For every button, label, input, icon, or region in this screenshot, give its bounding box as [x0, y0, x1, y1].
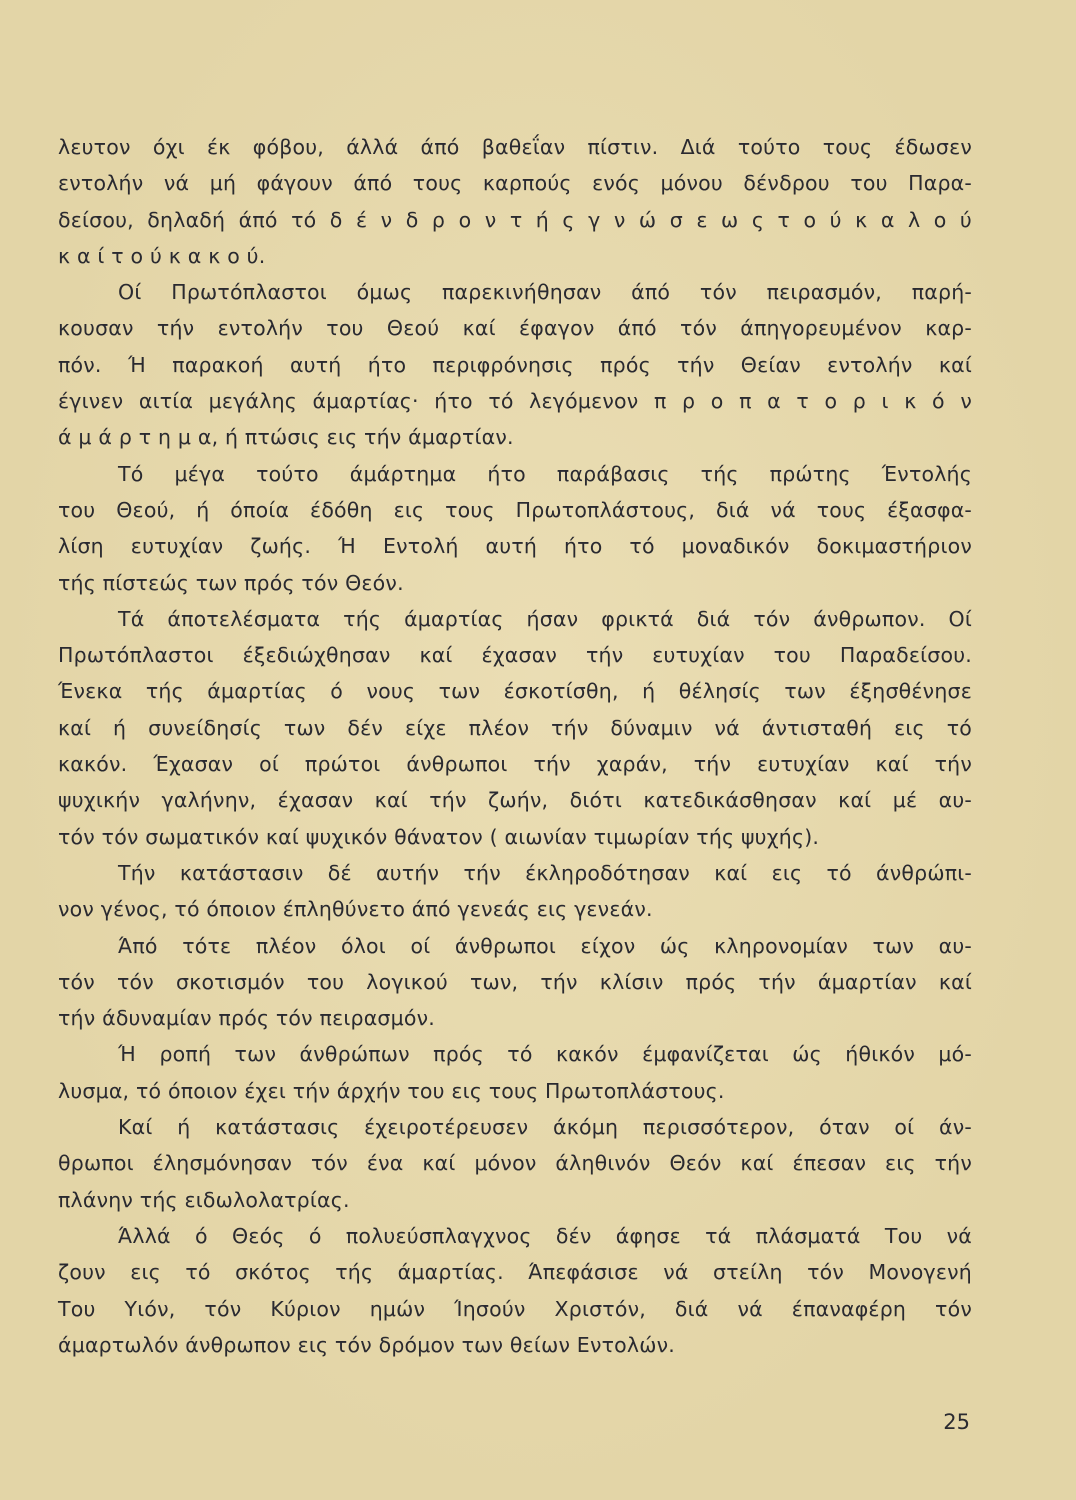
text-line: καί ή συνείδησίς των δέν είχε πλέον τήν δύναμιν νά άντισταθή εις τό	[58, 715, 972, 740]
text-line: ψυχικήν γαλήνην, έχασαν καί τήν ζωήν, διότι κατεδικάσθησαν καί μέ αυ-	[58, 788, 972, 813]
text-line: του Θεού, ή όποία έδόθη εις τους Πρωτοπλάστους, διά νά τους έξασφα-	[58, 497, 972, 522]
text-line: θρωποι έλησμόνησαν τόν ένα καί μόνον άληθινόν Θεόν καί έπεσαν εις τήν	[58, 1151, 972, 1176]
text-line: Άπό τότε πλέον όλοι οί άνθρωποι είχον ώς κληρονομίαν των αυ-	[118, 933, 972, 958]
paragraph-8	[58, 1109, 972, 1218]
text-line: έγινεν αιτία μεγάλης άμαρτίας· ήτο τό λεγόμενον π ρ ο π α τ ο ρ ι κ ό ν	[58, 389, 972, 414]
text-line: λίση ευτυχίαν ζωής. Ή Εντολή αυτή ήτο τό μοναδικόν δοκιμαστήριον	[58, 534, 972, 559]
paragraph-2	[58, 274, 972, 455]
text-line: Ένεκα τής άμαρτίας ό νους των έσκοτίσθη, ή θέλησίς των έξησθένησε	[58, 679, 972, 704]
text-line: λυσμα, τό όποιον έχει τήν άρχήν του εις τους Πρωτοπλάστους.	[58, 1078, 725, 1103]
text-line: εντολήν νά μή φάγουν άπό τους καρπούς ενός μόνου δένδρου του Παρα-	[58, 171, 972, 196]
body-text	[58, 129, 972, 1363]
text-line: νον γένος, τό όποιον έπληθύνετο άπό γενεάς εις γενεάν.	[58, 897, 653, 922]
text-line: πλάνην τής ειδωλολατρίας.	[58, 1187, 350, 1212]
text-line: λευτον όχι έκ φόβου, άλλά άπό βαθεΐαν πίστιν. Διά τούτο τους έδωσεν	[58, 135, 972, 159]
text-line: δείσου, δηλαδή άπό τό δ έ ν δ ρ ο ν τ ή ς γ ν ώ σ ε ω ς τ ο ύ κ α λ ο ύ	[58, 207, 972, 232]
text-line: κουσαν τήν εντολήν του Θεού καί έφαγον άπό τόν άπηγορευμένον καρ-	[58, 316, 972, 341]
paragraph-5	[58, 855, 972, 928]
text-line: τής πίστεώς των πρός τόν Θεόν.	[58, 570, 404, 595]
text-line: κ α ί τ ο ύ κ α κ ο ύ.	[58, 243, 266, 268]
text-line: τόν τόν σκοτισμόν του λογικού των, τήν κλίσιν πρός τήν άμαρτίαν καί	[58, 969, 972, 994]
text-line: Τό μέγα τούτο άμάρτημα ήτο παράβασις τής πρώτης Έντολής	[118, 461, 972, 486]
text-line: τήν άδυναμίαν πρός τόν πειρασμόν.	[58, 1006, 435, 1031]
text-line: Οί Πρωτόπλαστοι όμως παρεκινήθησαν άπό τόν πειρασμόν, παρή-	[118, 280, 972, 305]
paragraph-6	[58, 928, 972, 1037]
text-line: ζουν εις τό σκότος τής άμαρτίας. Άπεφάσισε νά στείλη τόν Μονογενή	[58, 1260, 972, 1285]
paragraph-4	[58, 601, 972, 855]
text-line: Καί ή κατάστασις έχειροτέρευσεν άκόμη περισσότερον, όταν οί άν-	[118, 1115, 972, 1140]
paragraph-9	[58, 1218, 972, 1363]
text-line: Πρωτόπλαστοι έξεδιώχθησαν καί έχασαν τήν ευτυχίαν του Παραδείσου.	[58, 643, 972, 668]
text-line: Τά άποτελέσματα τής άμαρτίας ήσαν φρικτά διά τόν άνθρωπον. Οί	[118, 606, 972, 631]
paragraph-3	[58, 456, 972, 601]
text-line: Ή ροπή των άνθρώπων πρός τό κακόν έμφανίζεται ώς ήθικόν μό-	[118, 1042, 972, 1067]
text-line: Άλλά ό Θεός ό πολυεύσπλαγχνος δέν άφησε τά πλάσματά Του νά	[118, 1223, 972, 1248]
page-number: 25	[943, 1410, 970, 1434]
text-line: ά μ ά ρ τ η μ α, ή πτώσις εις τήν άμαρτίαν.	[58, 425, 514, 450]
text-line: άμαρτωλόν άνθρωπον εις τόν δρόμον των θείων Εντολών.	[58, 1332, 675, 1357]
paragraph-1	[58, 129, 972, 274]
text-line: Του Υιόν, τόν Κύριον ημών Ίησούν Χριστόν, διά νά έπαναφέρη τόν	[58, 1296, 972, 1321]
text-line: Τήν κατάστασιν δέ αυτήν τήν έκληροδότησαν καί εις τό άνθρώπι-	[118, 860, 972, 885]
text-line: τόν τόν σωματικόν καί ψυχικόν θάνατον ( αιωνίαν τιμωρίαν τής ψυχής).	[58, 824, 820, 849]
paragraph-7	[58, 1036, 972, 1109]
text-line: πόν. Ή παρακοή αυτή ήτο περιφρόνησις πρός τήν Θείαν εντολήν καί	[58, 352, 972, 377]
text-line: κακόν. Έχασαν οί πρώτοι άνθρωποι τήν χαράν, τήν ευτυχίαν καί τήν	[58, 752, 972, 777]
